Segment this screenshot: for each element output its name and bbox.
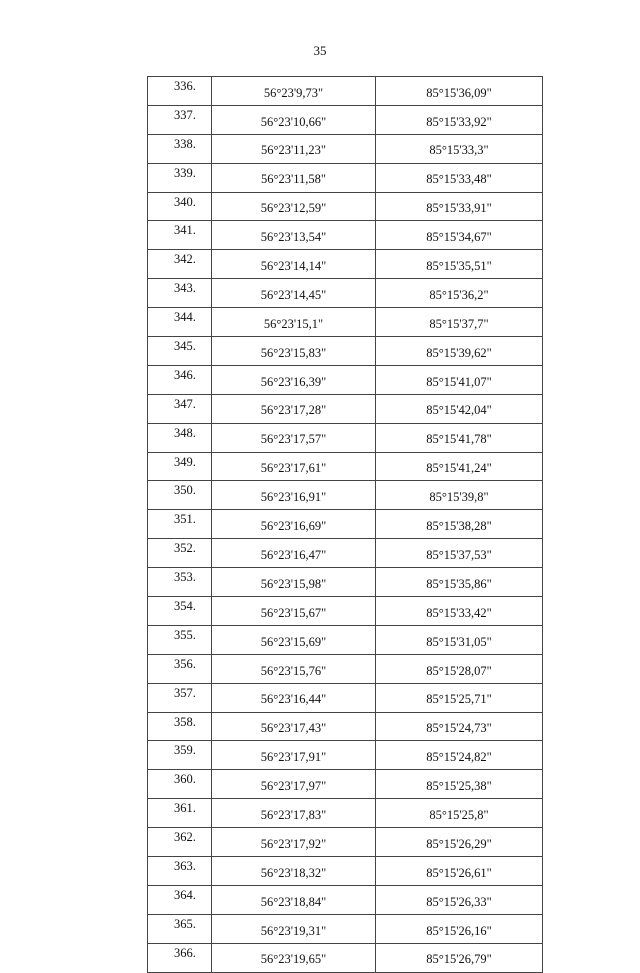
latitude-cell: 56°23'15,69" <box>212 625 376 654</box>
table-row <box>148 539 543 568</box>
table-row <box>148 481 543 510</box>
latitude-cell: 56°23'17,97" <box>212 770 376 799</box>
longitude-cell: 85°15'25,71" <box>376 683 543 712</box>
longitude-cell: 85°15'25,8" <box>376 799 543 828</box>
point-number-cell: 366. <box>148 943 212 972</box>
point-number-cell: 349. <box>148 452 212 481</box>
coordinates-table <box>147 76 543 973</box>
point-number-cell: 358. <box>148 712 212 741</box>
longitude-cell: 85°15'26,61" <box>376 857 543 886</box>
latitude-cell: 56°23'11,58" <box>212 163 376 192</box>
point-number-cell: 336. <box>148 77 212 106</box>
table-row <box>148 770 543 799</box>
table-row <box>148 943 543 972</box>
point-number-cell: 347. <box>148 394 212 423</box>
latitude-cell: 56°23'15,1" <box>212 308 376 337</box>
latitude-cell: 56°23'15,83" <box>212 337 376 366</box>
longitude-cell: 85°15'36,2" <box>376 279 543 308</box>
longitude-cell: 85°15'38,28" <box>376 510 543 539</box>
longitude-cell: 85°15'26,29" <box>376 828 543 857</box>
latitude-cell: 56°23'11,23" <box>212 134 376 163</box>
latitude-cell: 56°23'18,84" <box>212 885 376 914</box>
point-number-cell: 340. <box>148 192 212 221</box>
table-row <box>148 683 543 712</box>
latitude-cell: 56°23'18,32" <box>212 857 376 886</box>
latitude-cell: 56°23'16,44" <box>212 683 376 712</box>
point-number-cell: 361. <box>148 799 212 828</box>
page-number: 35 <box>313 43 327 58</box>
latitude-cell: 56°23'17,92" <box>212 828 376 857</box>
longitude-cell: 85°15'26,16" <box>376 914 543 943</box>
longitude-cell: 85°15'35,86" <box>376 568 543 597</box>
latitude-cell: 56°23'15,76" <box>212 654 376 683</box>
point-number-cell: 342. <box>148 250 212 279</box>
latitude-cell: 56°23'17,83" <box>212 799 376 828</box>
longitude-cell: 85°15'39,8" <box>376 481 543 510</box>
table-row <box>148 452 543 481</box>
coordinates-table-body <box>148 77 543 973</box>
table-row <box>148 828 543 857</box>
table-row <box>148 857 543 886</box>
latitude-cell: 56°23'13,54" <box>212 221 376 250</box>
point-number-cell: 364. <box>148 885 212 914</box>
point-number-cell: 362. <box>148 828 212 857</box>
latitude-cell: 56°23'16,47" <box>212 539 376 568</box>
table-row <box>148 914 543 943</box>
latitude-cell: 56°23'12,59" <box>212 192 376 221</box>
table-row <box>148 192 543 221</box>
longitude-cell: 85°15'41,07" <box>376 365 543 394</box>
point-number-cell: 352. <box>148 539 212 568</box>
table-row <box>148 250 543 279</box>
latitude-cell: 56°23'17,28" <box>212 394 376 423</box>
point-number-cell: 339. <box>148 163 212 192</box>
table-row <box>148 597 543 626</box>
table-row <box>148 625 543 654</box>
latitude-cell: 56°23'14,45" <box>212 279 376 308</box>
point-number-cell: 345. <box>148 337 212 366</box>
point-number-cell: 357. <box>148 683 212 712</box>
table-row <box>148 654 543 683</box>
point-number-cell: 338. <box>148 134 212 163</box>
point-number-cell: 351. <box>148 510 212 539</box>
longitude-cell: 85°15'41,24" <box>376 452 543 481</box>
table-row <box>148 712 543 741</box>
latitude-cell: 56°23'9,73" <box>212 77 376 106</box>
latitude-cell: 56°23'10,66" <box>212 105 376 134</box>
table-row <box>148 365 543 394</box>
table-row <box>148 308 543 337</box>
table-row <box>148 337 543 366</box>
table-row <box>148 279 543 308</box>
latitude-cell: 56°23'16,91" <box>212 481 376 510</box>
point-number-cell: 343. <box>148 279 212 308</box>
table-row <box>148 885 543 914</box>
longitude-cell: 85°15'24,73" <box>376 712 543 741</box>
point-number-cell: 341. <box>148 221 212 250</box>
longitude-cell: 85°15'33,48" <box>376 163 543 192</box>
point-number-cell: 360. <box>148 770 212 799</box>
table-row <box>148 77 543 106</box>
longitude-cell: 85°15'34,67" <box>376 221 543 250</box>
latitude-cell: 56°23'15,67" <box>212 597 376 626</box>
table-row <box>148 741 543 770</box>
longitude-cell: 85°15'41,78" <box>376 423 543 452</box>
latitude-cell: 56°23'14,14" <box>212 250 376 279</box>
point-number-cell: 365. <box>148 914 212 943</box>
table-row <box>148 423 543 452</box>
longitude-cell: 85°15'37,53" <box>376 539 543 568</box>
point-number-cell: 359. <box>148 741 212 770</box>
table-row <box>148 568 543 597</box>
longitude-cell: 85°15'33,42" <box>376 597 543 626</box>
longitude-cell: 85°15'24,82" <box>376 741 543 770</box>
latitude-cell: 56°23'15,98" <box>212 568 376 597</box>
longitude-cell: 85°15'42,04" <box>376 394 543 423</box>
longitude-cell: 85°15'35,51" <box>376 250 543 279</box>
latitude-cell: 56°23'19,31" <box>212 914 376 943</box>
longitude-cell: 85°15'39,62" <box>376 337 543 366</box>
point-number-cell: 355. <box>148 625 212 654</box>
table-row <box>148 799 543 828</box>
longitude-cell: 85°15'33,3" <box>376 134 543 163</box>
point-number-cell: 337. <box>148 105 212 134</box>
table-row <box>148 221 543 250</box>
longitude-cell: 85°15'31,05" <box>376 625 543 654</box>
table-row <box>148 105 543 134</box>
longitude-cell: 85°15'26,33" <box>376 885 543 914</box>
latitude-cell: 56°23'17,43" <box>212 712 376 741</box>
longitude-cell: 85°15'36,09" <box>376 77 543 106</box>
longitude-cell: 85°15'33,92" <box>376 105 543 134</box>
point-number-cell: 346. <box>148 365 212 394</box>
point-number-cell: 348. <box>148 423 212 452</box>
latitude-cell: 56°23'17,61" <box>212 452 376 481</box>
latitude-cell: 56°23'17,91" <box>212 741 376 770</box>
point-number-cell: 363. <box>148 857 212 886</box>
longitude-cell: 85°15'26,79" <box>376 943 543 972</box>
latitude-cell: 56°23'16,39" <box>212 365 376 394</box>
longitude-cell: 85°15'37,7" <box>376 308 543 337</box>
table-row <box>148 510 543 539</box>
table-row <box>148 163 543 192</box>
table-row <box>148 394 543 423</box>
table-row <box>148 134 543 163</box>
point-number-cell: 356. <box>148 654 212 683</box>
point-number-cell: 354. <box>148 597 212 626</box>
longitude-cell: 85°15'33,91" <box>376 192 543 221</box>
point-number-cell: 350. <box>148 481 212 510</box>
longitude-cell: 85°15'25,38" <box>376 770 543 799</box>
latitude-cell: 56°23'16,69" <box>212 510 376 539</box>
latitude-cell: 56°23'19,65" <box>212 943 376 972</box>
point-number-cell: 344. <box>148 308 212 337</box>
longitude-cell: 85°15'28,07" <box>376 654 543 683</box>
point-number-cell: 353. <box>148 568 212 597</box>
latitude-cell: 56°23'17,57" <box>212 423 376 452</box>
